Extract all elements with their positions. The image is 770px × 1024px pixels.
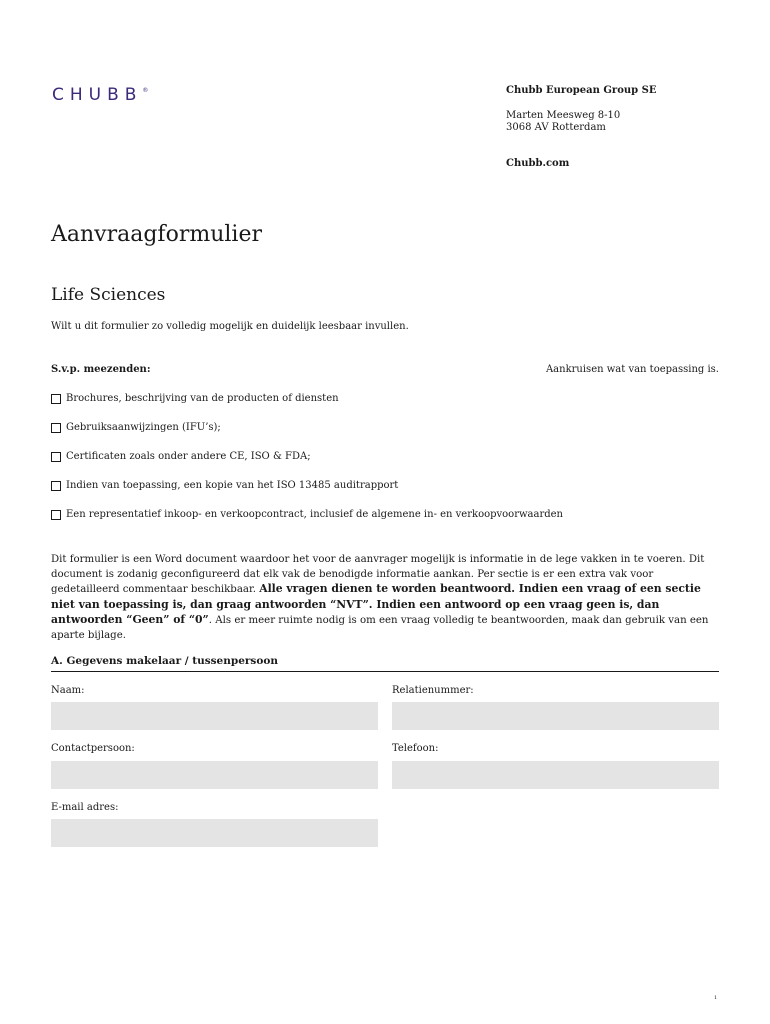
contactpersoon-label: Contactpersoon:	[51, 743, 135, 754]
address-line-2: 3068 AV Rotterdam	[506, 122, 606, 133]
address-line-1: Marten Meesweg 8-10	[506, 110, 621, 121]
page-title: Aanvraagformulier	[51, 222, 262, 247]
company-name: Chubb European Group SE	[506, 85, 657, 96]
telefoon-field[interactable]	[392, 761, 719, 789]
section-divider	[51, 671, 719, 672]
instructions-part-1: Dit formulier is een Word document waardoor het voor de aanvrager mogelijk is informatie in de lege vakken in te voeren. Dit document is zodanig geconfigureerd dat elk vak de benodigde informatie aankan. Per sectie is er een extra vak voor gedetailleerd commentaar beschikbaar.	[51, 554, 705, 595]
checkbox[interactable]	[51, 452, 61, 462]
email-label: E-mail adres:	[51, 802, 119, 813]
checklist-item	[51, 480, 398, 491]
checklist-item	[51, 422, 221, 433]
checklist-item-label: Indien van toepassing, een kopie van het ISO 13485 auditrapport	[66, 480, 399, 491]
naam-label: Naam:	[51, 685, 85, 696]
checkbox[interactable]	[51, 481, 61, 491]
page-number: 1	[714, 995, 718, 1001]
logo-text: CHUBB	[52, 85, 143, 105]
checklist-item	[51, 509, 563, 520]
checklist-item-label: Brochures, beschrijving van de producten of diensten	[66, 393, 339, 404]
intro-text: Wilt u dit formulier zo volledig mogelijk en duidelijk leesbaar invullen.	[51, 321, 409, 332]
relatienummer-field[interactable]	[392, 702, 719, 730]
instructions-paragraph	[51, 553, 719, 643]
relatienummer-label: Relatienummer:	[392, 685, 474, 696]
website-link[interactable]: Chubb.com	[506, 158, 570, 169]
page-subtitle: Life Sciences	[51, 285, 166, 305]
checklist-item	[51, 451, 311, 462]
contactpersoon-field[interactable]	[51, 761, 378, 789]
checkbox[interactable]	[51, 394, 61, 404]
checklist-hint: Aankruisen wat van toepassing is.	[545, 364, 719, 375]
checkbox[interactable]	[51, 510, 61, 520]
checklist-item-label: Een representatief inkoop- en verkoopcontract, inclusief de algemene in- en verkoopvoorwaarden	[66, 509, 564, 520]
checklist-item-label: Certificaten zoals onder andere CE, ISO & FDA;	[66, 451, 311, 462]
telefoon-label: Telefoon:	[392, 743, 439, 754]
naam-field[interactable]	[51, 702, 378, 730]
section-a-title: A. Gegevens makelaar / tussenpersoon	[51, 655, 278, 667]
email-field[interactable]	[51, 819, 378, 847]
checklist-item-label: Gebruiksaanwijzingen (IFU’s);	[66, 422, 221, 433]
instructions-part-3: . Als er meer ruimte nodig is om een vraag volledig te beantwoorden, maak dan gebruik van een aparte bijlage.	[51, 615, 709, 641]
checkbox[interactable]	[51, 423, 61, 433]
checklist-heading: S.v.p. meezenden:	[51, 364, 151, 375]
logo-registered-mark: ®	[142, 87, 149, 94]
chubb-logo	[52, 85, 148, 105]
instructions-emphasis: Alle vragen dienen te worden beantwoord. Indien een vraag of een sectie niet van toepassing is, dan graag antwoorden “NVT”. Indien een antwoord op een vraag geen is, dan antwoorden “Geen” of “0”	[51, 582, 701, 626]
checklist-item	[51, 393, 339, 404]
